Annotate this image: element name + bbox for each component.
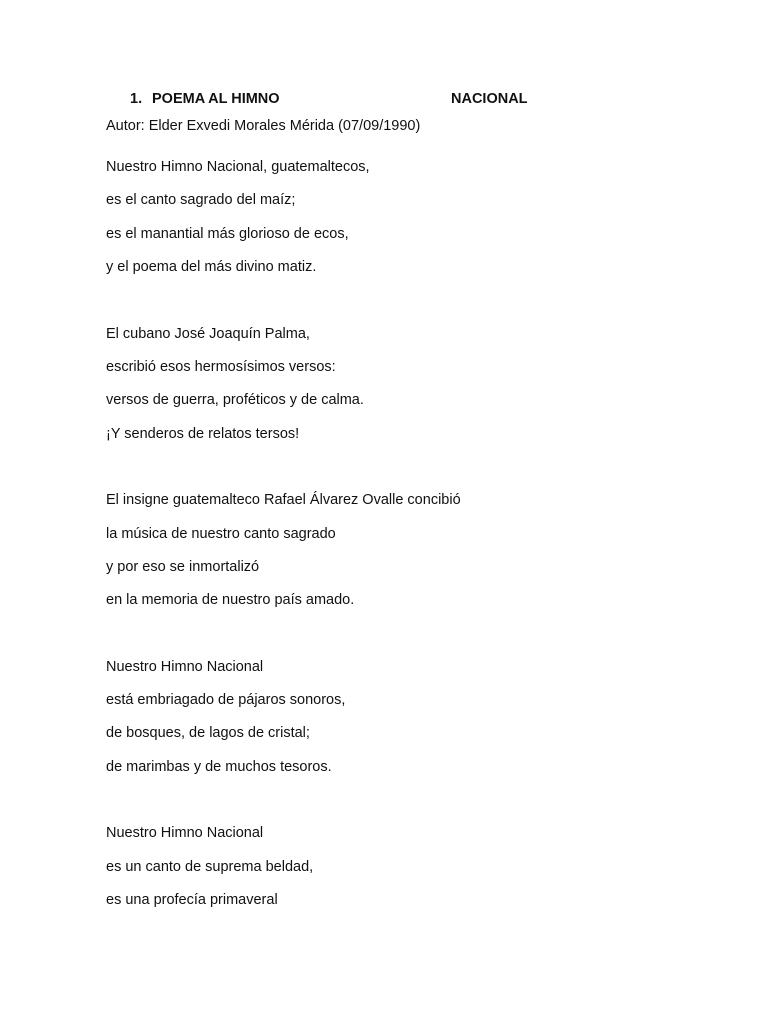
poem-line: Nuestro Himno Nacional [106,825,264,842]
poem-line: y por eso se inmortalizó [106,558,260,575]
title-text-right: NACIONAL [451,91,528,107]
poem-body [106,151,706,950]
poem-line: Nuestro Himno Nacional, guatemaltecos, [106,159,370,175]
poem-line: y el poema del más divino matiz. [106,259,317,276]
poem-line: de marimbas y de muchos tesoros. [106,758,332,775]
poem-line: es el manantial más glorioso de ecos, [106,225,349,242]
poem-line: ¡Y senderos de relatos tersos! [106,425,300,442]
poem-line: la música de nuestro canto sagrado [106,525,336,542]
poem-line: escribió esos hermosísimos versos: [106,358,336,375]
poem-line: está embriagado de pájaros sonoros, [106,692,346,709]
poem-line: Nuestro Himno Nacional [106,658,264,675]
stanza-3 [106,484,706,618]
poem-line: es un canto de suprema beldad, [106,858,314,875]
poem-line: es el canto sagrado del maíz; [106,192,296,209]
title-text-left: POEMA AL HIMNO [152,91,280,107]
poem-line: es una profecía primaveral [106,892,278,909]
poem-line: en la memoria de nuestro país amado. [106,592,355,609]
title-number: 1. [130,91,143,107]
stanza-4 [106,651,706,785]
poem-line: El insigne guatemalteco Rafael Álvarez Ovalle concibió [106,492,461,509]
poem-line: de bosques, de lagos de cristal; [106,725,310,742]
poem-title [130,91,550,111]
stanza-1 [106,151,706,285]
author-line: Autor: Elder Exvedi Morales Mérida (07/09/1990) [106,118,421,134]
poem-line: versos de guerra, proféticos y de calma. [106,392,364,409]
stanza-2 [106,318,706,452]
stanza-5 [106,817,706,917]
poem-line: El cubano José Joaquín Palma, [106,325,310,342]
